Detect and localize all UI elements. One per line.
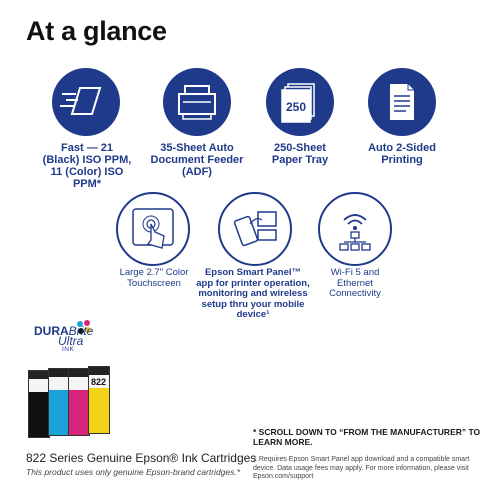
fast-print-icon (52, 68, 120, 136)
footnote: 1 Requires Epson Smart Panel app download and a compatible smart device. Data usage fees may apply. For more information, please visit Epson.com/support (253, 456, 470, 480)
ink-bottle-yellow (88, 366, 110, 434)
durabrite-ink-text: INK (62, 346, 75, 353)
feature-wifi-label: Wi-Fi 5 and Ethernet Connectivity (329, 267, 381, 299)
ink-bottle-number: 822 (91, 377, 107, 387)
ink-bottle-magenta (68, 368, 90, 436)
durabrite-ultra-text: Ultra (58, 334, 84, 348)
two-sided-print-icon (368, 68, 436, 136)
ink-bottle-black (28, 370, 50, 438)
cartridge-caption: 822 Series Genuine Epson® Ink Cartridges (26, 451, 257, 465)
feature-tray-label: 250-Sheet Paper Tray (271, 142, 329, 166)
wifi-ethernet-icon (318, 192, 392, 266)
smart-panel-app-icon (218, 192, 292, 266)
document-feeder-icon (163, 68, 231, 136)
touchscreen-icon (116, 192, 190, 266)
feature-smart-panel-label: Epson Smart Panel™ app for printer operation, monitoring and wireless setup thru your mobile device¹ (196, 267, 310, 320)
feature-touchscreen-label: Large 2.7" Color Touchscreen (119, 267, 189, 289)
cartridge-note: This product uses only genuine Epson-brand cartridges.* (26, 467, 241, 477)
paper-tray-badge: 250 (285, 100, 307, 114)
durabrite-logo: DURABrite (34, 324, 94, 338)
feature-fast-label: Fast — 21 (Black) ISO PPM, 11 (Color) ISO PPM* (42, 142, 132, 190)
paper-tray-icon (266, 68, 334, 136)
ink-bottles-image (28, 366, 108, 436)
feature-adf-label: 35-Sheet Auto Document Feeder (ADF) (150, 142, 244, 178)
ink-bottle-cyan (48, 368, 70, 436)
feature-duplex-label: Auto 2-Sided Printing (368, 142, 436, 166)
page-title: At a glance (26, 16, 167, 46)
scroll-note: * SCROLL DOWN TO “FROM THE MANUFACTURER” TO LEARN MORE. (253, 427, 481, 447)
